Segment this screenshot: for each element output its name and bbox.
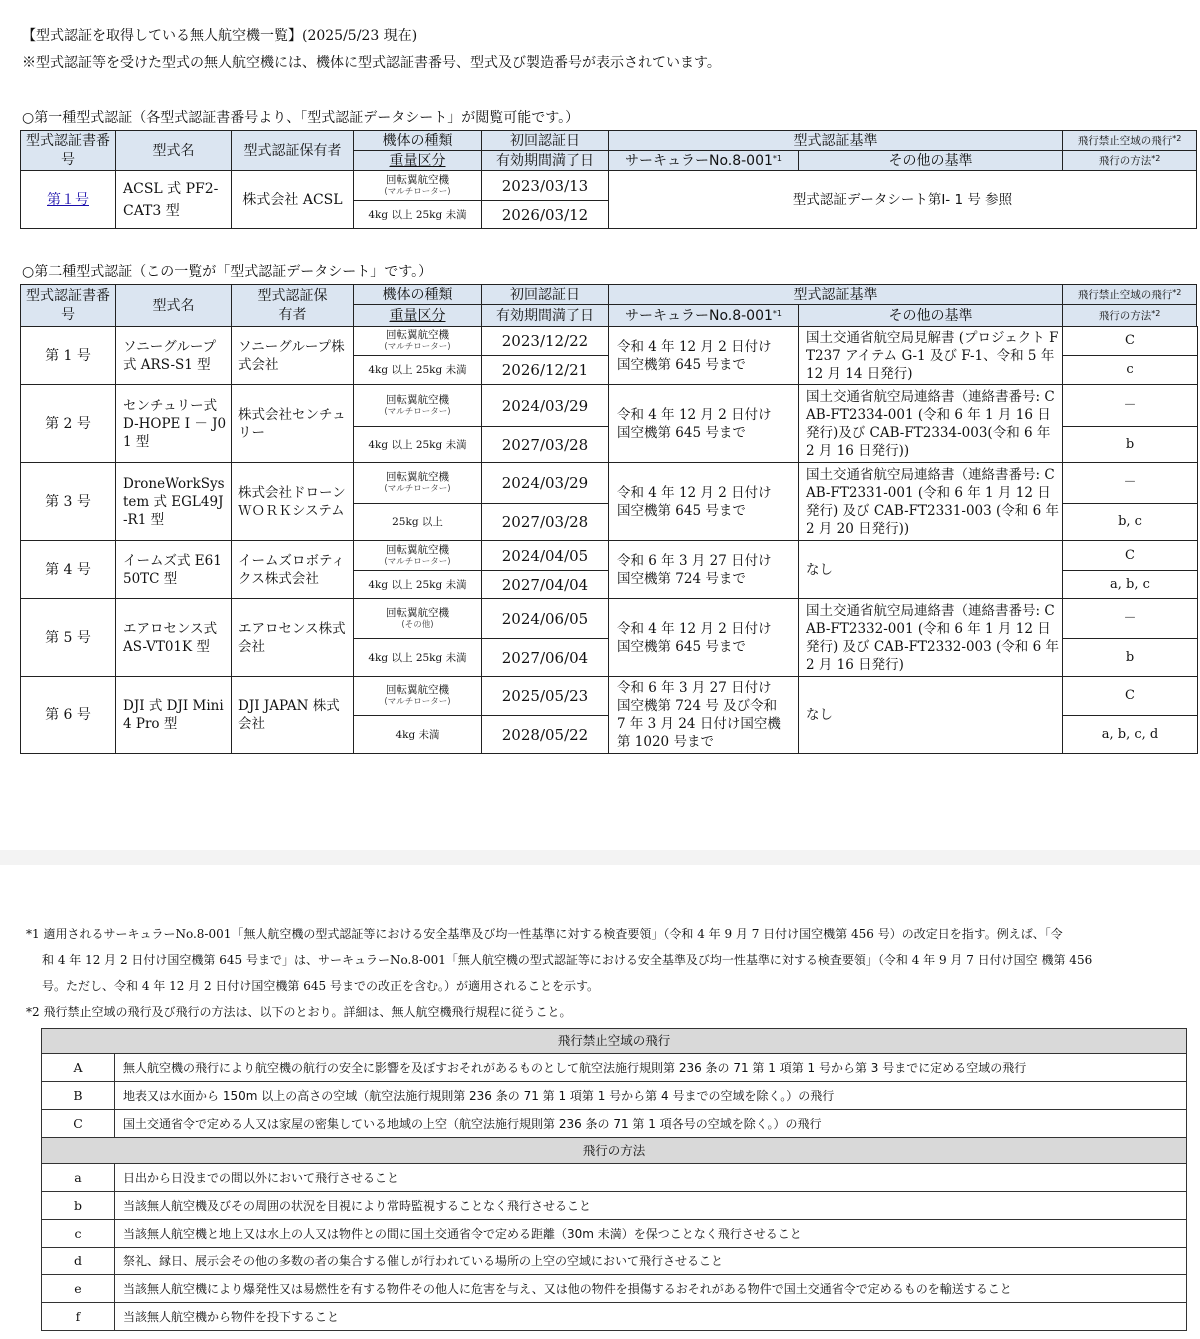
- aircraft-kind: 回転翼航空機 (マルチローター): [353, 384, 482, 427]
- header-model: 型式名: [115, 130, 232, 171]
- aircraft-kind: 回転翼航空機 (マルチローター): [353, 326, 482, 356]
- expiry-date: 2027/04/04: [481, 570, 609, 599]
- flight-method-code: b: [1062, 638, 1198, 677]
- circular-standard: 令和 4 年 12 月 2 日付け国空機第 645 号まで: [608, 384, 799, 463]
- other-standard: 国土交通省航空局連絡書（連絡書番号: CAB-FT2331-001 (令和 6 年 1 月 12 日発行) 及び CAB-FT2331-003 (令和 6 年 2 月 20 日発行)): [798, 462, 1063, 541]
- legend-method-code: a: [41, 1163, 115, 1192]
- legend-restricted-title: 飛行禁止空域の飛行: [41, 1028, 1187, 1054]
- other-standard: なし: [798, 676, 1063, 754]
- flight-method-code: b: [1062, 426, 1198, 463]
- first-cert-date: 2024/04/05: [481, 540, 609, 571]
- holder-name: エアロセンス株式会社: [231, 598, 354, 677]
- holder-name: 株式会社センチュリー: [231, 384, 354, 463]
- holder-name: 株式会社ドローンＷＯＲＫシステム: [231, 462, 354, 541]
- header-restricted: 飛行禁止空域の飛行 *2: [1062, 130, 1197, 151]
- header-first-date: 初回認証日: [481, 284, 609, 305]
- legend-method-text: 祭礼、縁日、展示会その他の多数の者の集合する催しが行われている場所の上空の空域において飛行させること: [114, 1247, 1187, 1275]
- expiry-date: 2027/03/28: [481, 426, 609, 463]
- header-weight: 重量区分: [353, 304, 482, 327]
- cert-number: 第 2 号: [20, 384, 116, 463]
- legend-method-code: d: [41, 1247, 115, 1275]
- first-cert-date: 2025/05/23: [481, 676, 609, 716]
- weight-class: 4kg 以上 25kg 未満: [353, 426, 482, 463]
- model-name: ソニーグループ式 ARS-S1 型: [115, 326, 232, 385]
- other-standard: なし: [798, 540, 1063, 599]
- model-name: センチュリー式 D-HOPE Ⅰ － J01 型: [115, 384, 232, 463]
- first-cert-date: 2024/06/05: [481, 598, 609, 639]
- circular-standard: 令和 4 年 12 月 2 日付け国空機第 645 号まで: [608, 326, 799, 385]
- header-other-standard: その他の基準: [798, 304, 1063, 327]
- expiry-date: 2027/03/28: [481, 503, 609, 541]
- restricted-airspace-code: －: [1062, 462, 1198, 504]
- footnote-1-line-2: 和 4 年 12 月 2 日付け国空機第 645 号まで」は、サーキュラーNo.8-001「無人航空機の型式認証等における安全基準及び均一性基準に対する検査要領」（令和 4 年 9 月 7 日付け国空 機第 456: [42, 953, 1093, 967]
- legend-method-text: 当該無人航空機により爆発性又は易燃性を有する物件その他人に危害を与え、又は他の物件を損傷するおそれがある物件で国土交通省令で定めるものを輸送すること: [114, 1274, 1187, 1303]
- weight-class: 4kg 以上 25kg 未満: [353, 638, 482, 677]
- flight-method-code: a, b, c: [1062, 570, 1198, 599]
- footnote-2: *2 飛行禁止空域の飛行及び飛行の方法は、以下のとおり。詳細は、無人航空機飛行規程に従うこと。: [26, 1005, 572, 1019]
- first-cert-date: 2023/12/22: [481, 326, 609, 356]
- weight-class: 4kg 以上 25kg 未満: [353, 355, 482, 385]
- expiry-date: 2027/06/04: [481, 638, 609, 677]
- model-name: ACSL 式 PF2-CAT3 型: [115, 170, 232, 229]
- page-subtitle: ※型式認証等を受けた型式の無人航空機には、機体に型式認証書番号、型式及び製造番号が表示されています。: [22, 55, 721, 71]
- legend-restricted-text: 地表又は水面から 150m 以上の高さの空域（航空法施行規則第 236 条の 71 第 1 項第 1 号から第 4 号までの空域を除く。）の飛行: [114, 1081, 1187, 1110]
- legend-method-text: 日出から日没までの間以外において飛行させること: [114, 1163, 1187, 1192]
- header-kind: 機体の種類: [353, 284, 482, 305]
- holder-name: DJI JAPAN 株式会社: [231, 676, 354, 754]
- flight-method-code: b, c: [1062, 503, 1198, 541]
- aircraft-kind: 回転翼航空機 (マルチローター): [353, 462, 482, 504]
- cert-number: 第 1 号: [20, 326, 116, 385]
- aircraft-kind: 回転翼航空機 (その他): [353, 598, 482, 639]
- header-model: 型式名: [115, 284, 232, 327]
- legend-method-text: 当該無人航空機から物件を投下すること: [114, 1302, 1187, 1331]
- header-standard: 型式認証基準: [608, 130, 1063, 151]
- header-standard: 型式認証基準: [608, 284, 1063, 305]
- table-row-cert-no[interactable]: [20, 170, 116, 229]
- first-class-section-title: ○第一種型式認証（各型式認証書番号より、「型式認証データシート」が閲覧可能です。）: [22, 110, 580, 126]
- cert-number: 第 4 号: [20, 540, 116, 599]
- legend-restricted-text: 無人航空機の飛行により航空機の航行の安全に影響を及ぼすおそれがあるものとして航空法施行規則第 236 条の 71 第 1 項第 1 号から第 3 号までに定める空域の飛行: [114, 1053, 1187, 1082]
- footnote-1-line-1: *1 適用されるサーキュラーNo.8-001「無人航空機の型式認証等における安全基準及び均一性基準に対する検査要領」（令和 4 年 9 月 7 日付け国空機第 456 号）の改定日を指す。例えば、「令: [26, 927, 1063, 941]
- cert-number: 第 3 号: [20, 462, 116, 541]
- header-other-standard: その他の基準: [798, 150, 1063, 171]
- legend-method-title: 飛行の方法: [41, 1137, 1187, 1164]
- cert-number: 第 5 号: [20, 598, 116, 677]
- header-holder: 型式認証保有者: [231, 284, 354, 327]
- cert-link-1[interactable]: 第１号: [47, 191, 89, 208]
- circular-standard: 令和 6 年 3 月 27 日付け国空機第 724 号 及び令和 7 年 3 月 24 日付け国空機第 1020 号まで: [608, 676, 799, 754]
- legend-method-text: 当該無人航空機と地上又は水上の人又は物件との間に国土交通省令で定める距離（30m 未満）を保つことなく飛行させること: [114, 1219, 1187, 1248]
- restricted-airspace-code: C: [1062, 676, 1198, 716]
- header-circular: サーキュラーNo.8-001 *1: [608, 150, 799, 171]
- second-class-section-title: ○第二種型式認証（この一覧が「型式認証データシート」です。）: [22, 264, 433, 280]
- restricted-airspace-code: －: [1062, 384, 1198, 427]
- legend-method-code: c: [41, 1219, 115, 1248]
- header-first-date: 初回認証日: [481, 130, 609, 151]
- aircraft-kind: 回転翼航空機 (マルチローター): [353, 540, 482, 571]
- holder-name: 株式会社 ACSL: [231, 170, 354, 229]
- model-name: DJI 式 DJI Mini 4 Pro 型: [115, 676, 232, 754]
- weight-class: 4kg 以上 25kg 未満: [353, 200, 482, 229]
- cert-number: 第 6 号: [20, 676, 116, 754]
- restricted-airspace-code: C: [1062, 540, 1198, 571]
- legend-restricted-text: 国土交通省令で定める人又は家屋の密集している地域の上空（航空法施行規則第 236 条の 71 第 1 項各号の空域を除く。）の飛行: [114, 1109, 1187, 1138]
- model-name: エアロセンス式 AS-VT01K 型: [115, 598, 232, 677]
- model-name: DroneWorkSystem 式 EGL49J-R1 型: [115, 462, 232, 541]
- header-circular: サーキュラーNo.8-001 *1: [608, 304, 799, 327]
- header-cert-no: 型式認証書番号: [20, 130, 116, 171]
- other-standard: 国土交通省航空局連絡書（連絡書番号: CAB-FT2332-001 (令和 6 年 1 月 12 日発行) 及び CAB-FT2332-003 (令和 6 年 2 月 16 日発行): [798, 598, 1063, 677]
- legend-restricted-code: C: [41, 1109, 115, 1138]
- circular-standard: 令和 4 年 12 月 2 日付け国空機第 645 号まで: [608, 462, 799, 541]
- holder-name: イームズロボティクス株式会社: [231, 540, 354, 599]
- header-weight: 重量区分: [353, 150, 482, 171]
- expiry-date: 2026/12/21: [481, 355, 609, 385]
- weight-class: 25kg 以上: [353, 503, 482, 541]
- datasheet-reference: 型式認証データシート第Ⅰ- 1 号 参照: [608, 170, 1197, 229]
- header-kind: 機体の種類: [353, 130, 482, 151]
- legend-method-code: b: [41, 1191, 115, 1220]
- legend-method-text: 当該無人航空機及びその周囲の状況を目視により常時監視することなく飛行させること: [114, 1191, 1187, 1220]
- other-standard: 国土交通省航空局見解書 (プロジェクト FT237 アイテム G-1 及び F-1、令和 5 年 12 月 14 日発行): [798, 326, 1063, 385]
- header-method: 飛行の方法 *2: [1062, 304, 1197, 327]
- holder-name: ソニーグループ株式会社: [231, 326, 354, 385]
- first-cert-date: 2024/03/29: [481, 384, 609, 427]
- first-cert-date: 2023/03/13: [481, 170, 609, 201]
- model-name: イームズ式 E6150TC 型: [115, 540, 232, 599]
- header-holder: 型式認証保有者: [231, 130, 354, 171]
- first-cert-date: 2024/03/29: [481, 462, 609, 504]
- flight-method-code: c: [1062, 355, 1198, 385]
- legend-restricted-code: A: [41, 1053, 115, 1082]
- circular-standard: 令和 6 年 3 月 27 日付け国空機第 724 号まで: [608, 540, 799, 599]
- header-restricted: 飛行禁止空域の飛行 *2: [1062, 284, 1197, 305]
- restricted-airspace-code: C: [1062, 326, 1198, 356]
- flight-method-code: a, b, c, d: [1062, 715, 1198, 754]
- page-title: 【型式認証を取得している無人航空機一覧】(2025/5/23 現在): [22, 28, 418, 44]
- other-standard: 国土交通省航空局連絡書（連絡書番号: CAB-FT2334-001 (令和 6 年 1 月 16 日発行)及び CAB-FT2334-003(令和 6 年 2 月 16 日発行)): [798, 384, 1063, 463]
- restricted-airspace-code: －: [1062, 598, 1198, 639]
- weight-class: 4kg 未満: [353, 715, 482, 754]
- weight-class: 4kg 以上 25kg 未満: [353, 570, 482, 599]
- header-method: 飛行の方法 *2: [1062, 150, 1197, 171]
- header-expiry: 有効期間満了日: [481, 304, 609, 327]
- legend-method-code: f: [41, 1302, 115, 1331]
- aircraft-kind: 回転翼航空機 (マルチローター): [353, 170, 482, 201]
- expiry-date: 2028/05/22: [481, 715, 609, 754]
- footnote-1-line-3: 号。ただし、令和 4 年 12 月 2 日付け国空機第 645 号までの改正を含む。）が適用されることを示す。: [42, 979, 600, 993]
- aircraft-kind: 回転翼航空機 (マルチローター): [353, 676, 482, 716]
- legend-method-code: e: [41, 1274, 115, 1303]
- section-divider: [0, 850, 1200, 865]
- legend-restricted-code: B: [41, 1081, 115, 1110]
- header-expiry: 有効期間満了日: [481, 150, 609, 171]
- circular-standard: 令和 4 年 12 月 2 日付け国空機第 645 号まで: [608, 598, 799, 677]
- header-cert-no: 型式認証書番号: [20, 284, 116, 327]
- expiry-date: 2026/03/12: [481, 200, 609, 229]
